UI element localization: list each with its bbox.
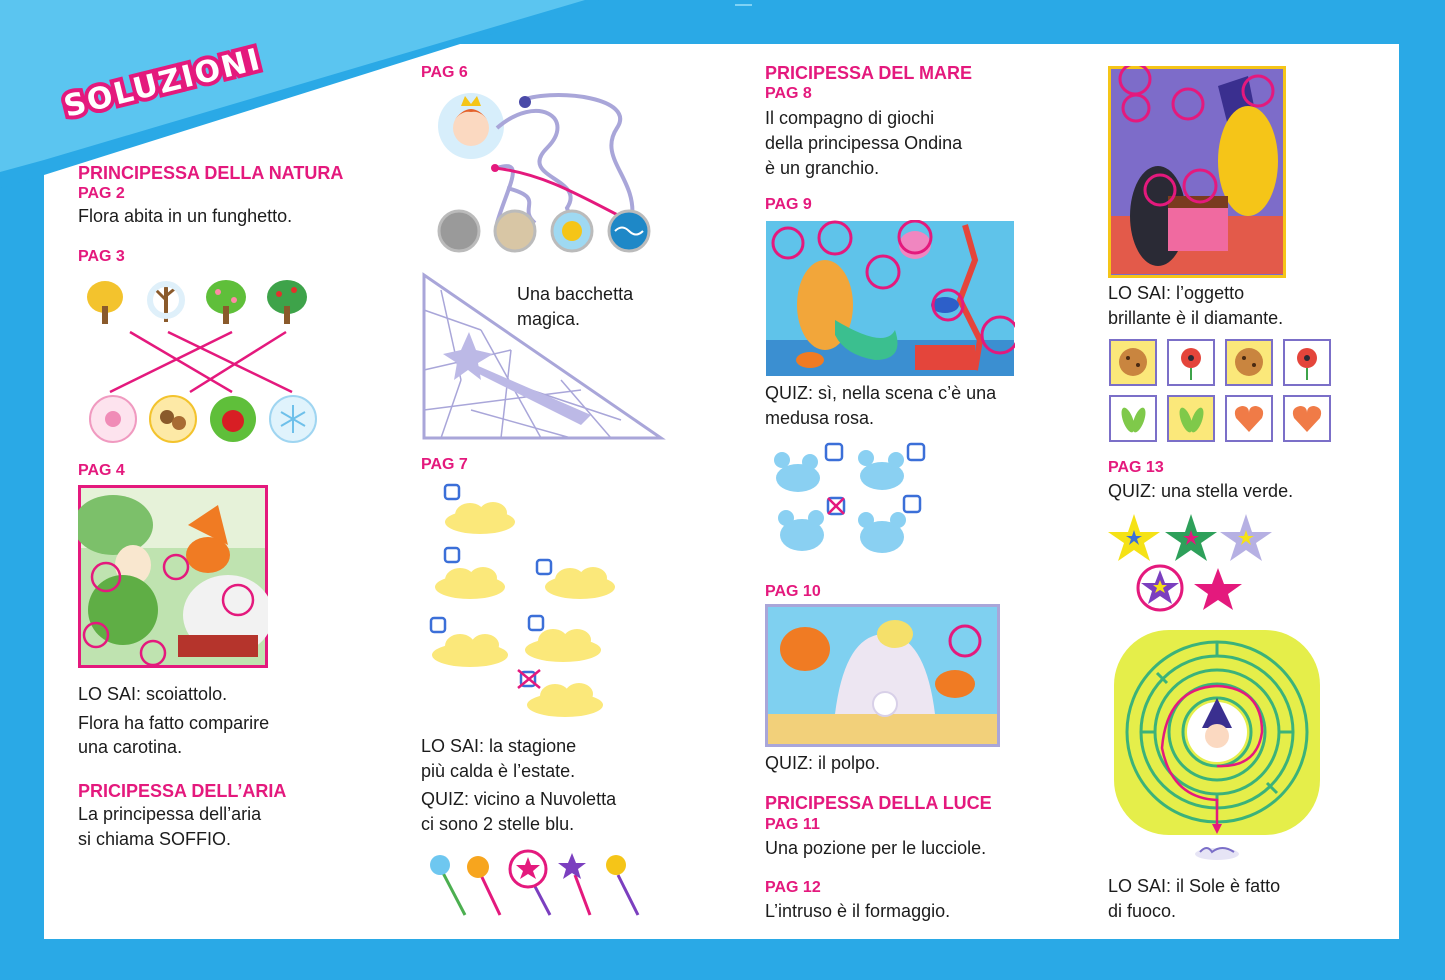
sun-maze-puzzle — [1112, 628, 1322, 863]
pag12-text: L’intruso è il formaggio. — [765, 901, 951, 921]
snowflake-icon — [270, 396, 316, 442]
cookie-icon — [1119, 348, 1147, 376]
col2-quiz-1: QUIZ: vicino a Nuvoletta — [421, 789, 617, 809]
bacchetta-line-1: Una bacchetta — [517, 284, 634, 304]
aria-title: PRICIPESSA DELL’ARIA — [78, 781, 287, 801]
col4-lo-sai-1: LO SAI: l’oggetto — [1108, 283, 1245, 303]
aria-line-2: si chiama SOFFIO. — [78, 829, 232, 849]
weather-sea-icon — [609, 211, 649, 251]
chestnuts-icon — [150, 396, 196, 442]
col2-quiz-2: ci sono 2 stelle blu. — [421, 814, 575, 834]
pag2-label: PAG 2 — [78, 185, 125, 202]
sole-line-1: LO SAI: il Sole è fatto — [1108, 876, 1281, 896]
pag11-label: PAG 11 — [765, 816, 820, 833]
witch-cake-illustration — [1108, 66, 1286, 278]
mare-line-3: è un granchio. — [765, 158, 880, 178]
wand-icon — [558, 853, 590, 915]
title-banner — [55, 35, 285, 135]
wand-icon — [430, 855, 465, 915]
aria-line-1: La principessa dell’aria — [78, 804, 262, 824]
quiz9-line-2: medusa rosa. — [765, 408, 875, 428]
weather-wind-icon — [495, 211, 535, 251]
mare-line-2: della principessa Ondina — [765, 133, 963, 153]
clouds-puzzle — [425, 480, 625, 730]
tree-summer-icon — [267, 280, 307, 324]
forest-scene-illustration — [78, 485, 268, 668]
flora-line-2: una carotina. — [78, 737, 183, 757]
crabs-puzzle — [770, 440, 935, 565]
bacchetta-line-2: magica. — [517, 309, 581, 329]
pag6-label: PAG 6 — [421, 64, 468, 81]
page-title: SOLUZIONI — [60, 41, 266, 125]
stars-puzzle — [1108, 512, 1278, 612]
wand-icon — [606, 855, 638, 915]
quiz9-line-1: QUIZ: sì, nella scena c’è una — [765, 383, 997, 403]
weather-sun-icon — [552, 211, 592, 251]
maze-lines-puzzle — [437, 88, 657, 253]
col4-lo-sai-2: brillante è il diamante. — [1108, 308, 1284, 328]
tree-winter-icon — [150, 284, 182, 322]
pag8-label: PAG 8 — [765, 85, 812, 102]
shell-scene-illustration — [765, 604, 1000, 747]
tree-matching-puzzle — [80, 272, 330, 447]
apple-icon — [210, 396, 256, 442]
match-lines — [110, 332, 292, 392]
quiz13-text: QUIZ: una stella verde. — [1108, 481, 1294, 501]
luce-title: PRICIPESSA DELLA LUCE — [765, 793, 992, 813]
tree-spring-icon — [206, 280, 246, 324]
pattern-grid-puzzle — [1108, 338, 1338, 443]
wand-icon — [467, 856, 500, 915]
flora-line-1: Flora ha fatto comparire — [78, 713, 270, 733]
col1-lo-sai: LO SAI: scoiattolo. — [78, 684, 228, 704]
cookie-icon — [1235, 348, 1263, 376]
mare-line-1: Il compagno di giochi — [765, 108, 935, 128]
pag13-label: PAG 13 — [1108, 459, 1164, 476]
pag11-text: Una pozione per le lucciole. — [765, 838, 987, 858]
pag7-label: PAG 7 — [421, 456, 468, 473]
tree-autumn-icon — [87, 281, 123, 324]
magic-wands-row — [420, 845, 650, 917]
weather-rain-icon — [439, 211, 479, 251]
pag10-label: PAG 10 — [765, 583, 821, 600]
mare-title: PRICIPESSA DEL MARE — [765, 63, 973, 83]
flowers-icon — [90, 396, 136, 442]
col2-lo-sai-1: LO SAI: la stagione — [421, 736, 577, 756]
quiz10-text: QUIZ: il polpo. — [765, 753, 881, 773]
mermaid-scene-illustration — [765, 220, 1015, 377]
pag12-label: PAG 12 — [765, 879, 821, 896]
natura-title: PRINCIPESSA DELLA NATURA — [78, 163, 344, 183]
col2-lo-sai-2: più calda è l’estate. — [421, 761, 576, 781]
sole-line-2: di fuoco. — [1108, 901, 1177, 921]
wand-icon — [510, 851, 550, 915]
pag4-label: PAG 4 — [78, 462, 125, 479]
pag9-label: PAG 9 — [765, 196, 812, 213]
pag3-label: PAG 3 — [78, 248, 125, 265]
pag2-text: Flora abita in un funghetto. — [78, 206, 293, 226]
princess-portrait-icon — [438, 93, 504, 159]
